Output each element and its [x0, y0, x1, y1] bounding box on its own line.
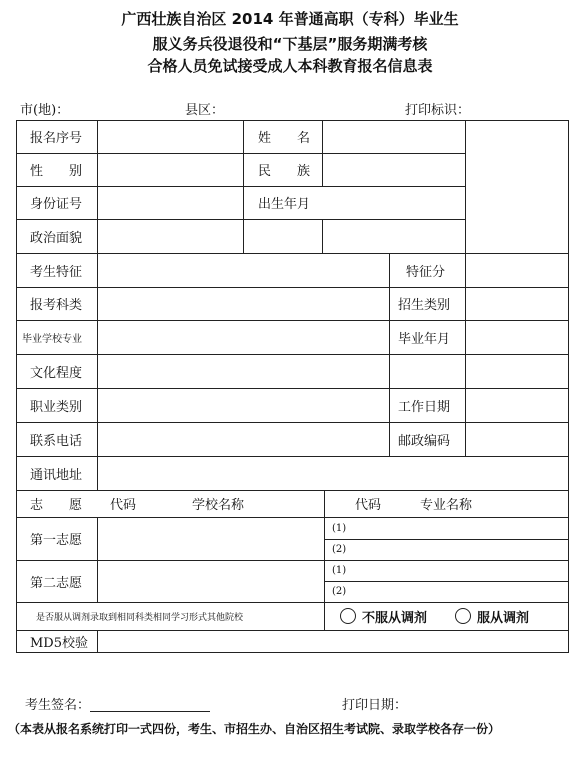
- label-name: 姓 名: [258, 131, 311, 146]
- print-date-label: 打印日期：: [342, 698, 408, 713]
- no-adjust-label: 不服从调剂: [362, 610, 428, 626]
- label-grad-date: 毕业年月: [398, 331, 451, 347]
- label-ethnicity: 民 族: [258, 164, 311, 179]
- label-enroll-cat: 招生类别: [398, 298, 451, 313]
- label-gender: 性 别: [30, 164, 83, 179]
- print-mark-label: 打印标识：: [405, 103, 471, 118]
- label-md5: MD5校验: [30, 635, 89, 651]
- label-phone: 联系电话: [30, 433, 83, 449]
- label-grad-school: 毕业学校专业: [22, 333, 82, 345]
- label-wish-1: 第一志愿: [30, 533, 83, 548]
- label-wish-2: 第二志愿: [30, 575, 83, 591]
- wish-2-option-2: (2): [332, 586, 347, 597]
- label-school-name: 学校名称: [192, 498, 245, 513]
- adjust-radio-icon[interactable]: [455, 608, 471, 624]
- title-line-2: 服义务兵役退役和“下基层”服务期满考核: [152, 35, 428, 53]
- wish-1-option-1: (1): [332, 522, 347, 534]
- no-adjust-radio-icon[interactable]: [340, 608, 356, 624]
- label-job-cat: 职业类别: [30, 399, 83, 415]
- label-code-2: 代码: [355, 498, 382, 513]
- adjust-label: 服从调剂: [477, 610, 530, 626]
- label-education: 文化程度: [30, 365, 83, 381]
- label-wish: 志 愿: [30, 498, 83, 513]
- label-birth: 出生年月: [258, 197, 311, 212]
- county-label: 县区：: [185, 103, 225, 118]
- wish-1-option-2: (2): [332, 544, 347, 555]
- wish-2-option-1: (1): [332, 565, 347, 576]
- title-line-3: 合格人员免试接受成人本科教育报名信息表: [147, 57, 433, 75]
- label-code-1: 代码: [110, 498, 137, 513]
- label-postcode: 邮政编码: [398, 433, 451, 449]
- label-politics: 政治面貌: [30, 230, 83, 246]
- city-label: 市(地)：: [20, 103, 70, 118]
- label-major-name: 专业名称: [420, 498, 473, 513]
- label-work-date: 工作日期: [398, 399, 451, 415]
- label-id-no: 身份证号: [30, 197, 83, 212]
- label-exam-cat: 报考科类: [30, 298, 83, 313]
- label-address: 通讯地址: [30, 467, 83, 483]
- no-adjust-option[interactable]: [340, 602, 427, 630]
- adjust-option[interactable]: [455, 602, 529, 630]
- label-trait-score: 特征分: [406, 264, 446, 280]
- signature-line: [90, 711, 210, 712]
- title-line-1: 广西壮族自治区 2014 年普通高职（专科）毕业生: [121, 10, 459, 28]
- footer-note: （本表从报名系统打印一式四份，考生、市招生办、自治区招生考试院、录取学校各存一份）: [8, 722, 501, 736]
- signature-label: 考生签名：: [25, 698, 91, 713]
- label-trait: 考生特征: [30, 264, 83, 280]
- label-reg-no: 报名序号: [30, 131, 83, 146]
- label-adjust-question: 是否服从调剂录取到相同科类相同学习形式其他院校: [36, 612, 244, 623]
